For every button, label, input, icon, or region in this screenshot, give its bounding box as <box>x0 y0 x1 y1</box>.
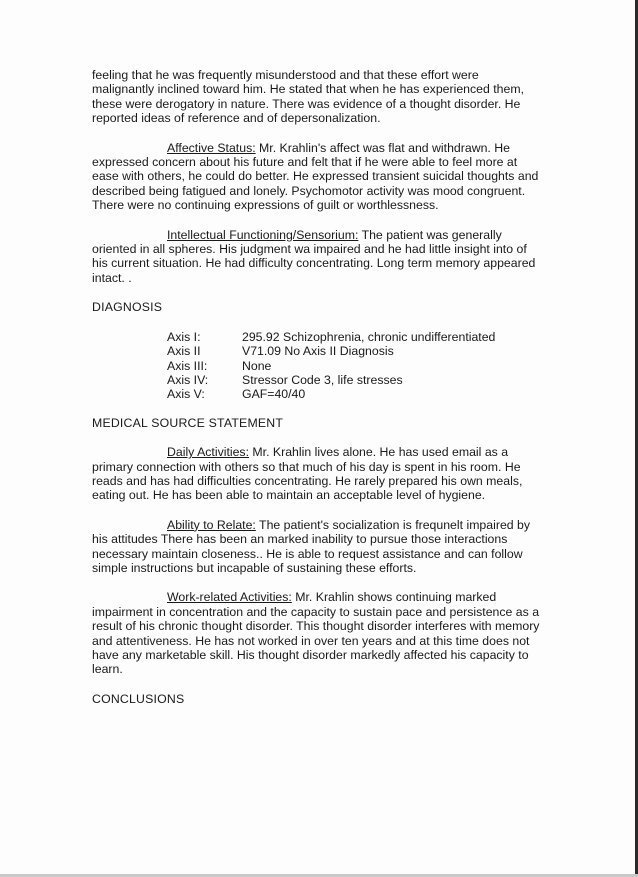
intro-paragraph: feeling that he was frequently misunderstood and that these effort were malignantly inclined toward him. He stated that when he has experienced them, these were derogatory in nature. There was evidence of a thought disorder. He reported ideas of reference and of depersonalization. <box>92 68 525 126</box>
medical-source-statement-heading: MEDICAL SOURCE STATEMENT <box>92 415 284 430</box>
intellectual-functioning-paragraph <box>92 228 544 286</box>
intellectual-functioning-heading: Intellectual Functioning/Sensorium: <box>167 227 359 242</box>
document-body <box>92 68 544 721</box>
work-related-activities-text: Mr. Krahlin shows continuing marked impairment in concentration and the capacity to sustain pace and persistence as a result of his chronic thought disorder. This thought disorder interferes with memory and attentiveness. He has not worked in over ten years and at this time does not have any marketable skill. His thought disorder markedly affected his capacity to learn. <box>92 590 540 677</box>
axis-row <box>167 387 495 401</box>
axis-value: V71.09 No Axis II Diagnosis <box>242 344 394 359</box>
ability-to-relate-heading: Ability to Relate: <box>167 517 256 532</box>
ability-to-relate-text: The patient's socialization is frequnelt impaired by his attitudes There has been an marked inability to pursue those interactions necessary maintain closeness.. He is able to request assistance and can follow simple instructions but incapable of sustaining these efforts. <box>92 517 531 575</box>
axis-value: Stressor Code 3, life stresses <box>242 372 403 387</box>
axis-value: GAF=40/40 <box>242 387 306 402</box>
work-related-activities-heading: Work-related Activities: <box>167 590 292 605</box>
intellectual-functioning-text: The patient was generally oriented in all spheres. His judgment wa impaired and he had little insight into of his current situation. He had difficulty concentrating. Long term memory appeared intact. . <box>92 227 536 285</box>
diagnosis-axes-table <box>167 330 495 402</box>
axis-label: Axis III: <box>167 358 208 373</box>
affective-status-heading: Affective Status: <box>167 140 256 155</box>
ability-to-relate-paragraph <box>92 518 544 576</box>
axis-label: Axis V: <box>167 387 205 402</box>
affective-status-text: Mr. Krahlin's affect was flat and withdrawn. He expressed concern about his future and felt that if he were able to feel more at ease with others, he could do better. He expressed transient suicidal thoughts and described being fatigued and lonely. Psychomotor activity was mood congruent. There were no continuing expressions of guilt or worthlessness. <box>92 140 539 213</box>
daily-activities-text: Mr. Krahlin lives alone. He has used email as a primary connection with others so that much of his day is spent in his room. He reads and has had difficulties concentrating. He rarely prepared his own meals, eating out. He has been able to maintain an acceptable level of hygiene. <box>92 445 523 503</box>
daily-activities-paragraph <box>92 445 544 503</box>
axis-value: None <box>242 358 272 373</box>
axis-label: Axis I: <box>167 329 201 344</box>
daily-activities-heading: Daily Activities: <box>167 445 250 460</box>
axis-row <box>167 330 495 344</box>
affective-status-paragraph <box>92 141 544 213</box>
axis-row <box>167 373 495 387</box>
conclusions-heading: CONCLUSIONS <box>92 691 185 706</box>
work-related-activities-paragraph <box>92 590 544 676</box>
axis-row <box>167 344 495 358</box>
axis-label: Axis IV: <box>167 372 209 387</box>
diagnosis-heading: DIAGNOSIS <box>92 300 163 315</box>
axis-value: 295.92 Schizophrenia, chronic undifferentiated <box>242 329 496 344</box>
axis-label: Axis II <box>167 344 201 359</box>
axis-row <box>167 359 495 373</box>
